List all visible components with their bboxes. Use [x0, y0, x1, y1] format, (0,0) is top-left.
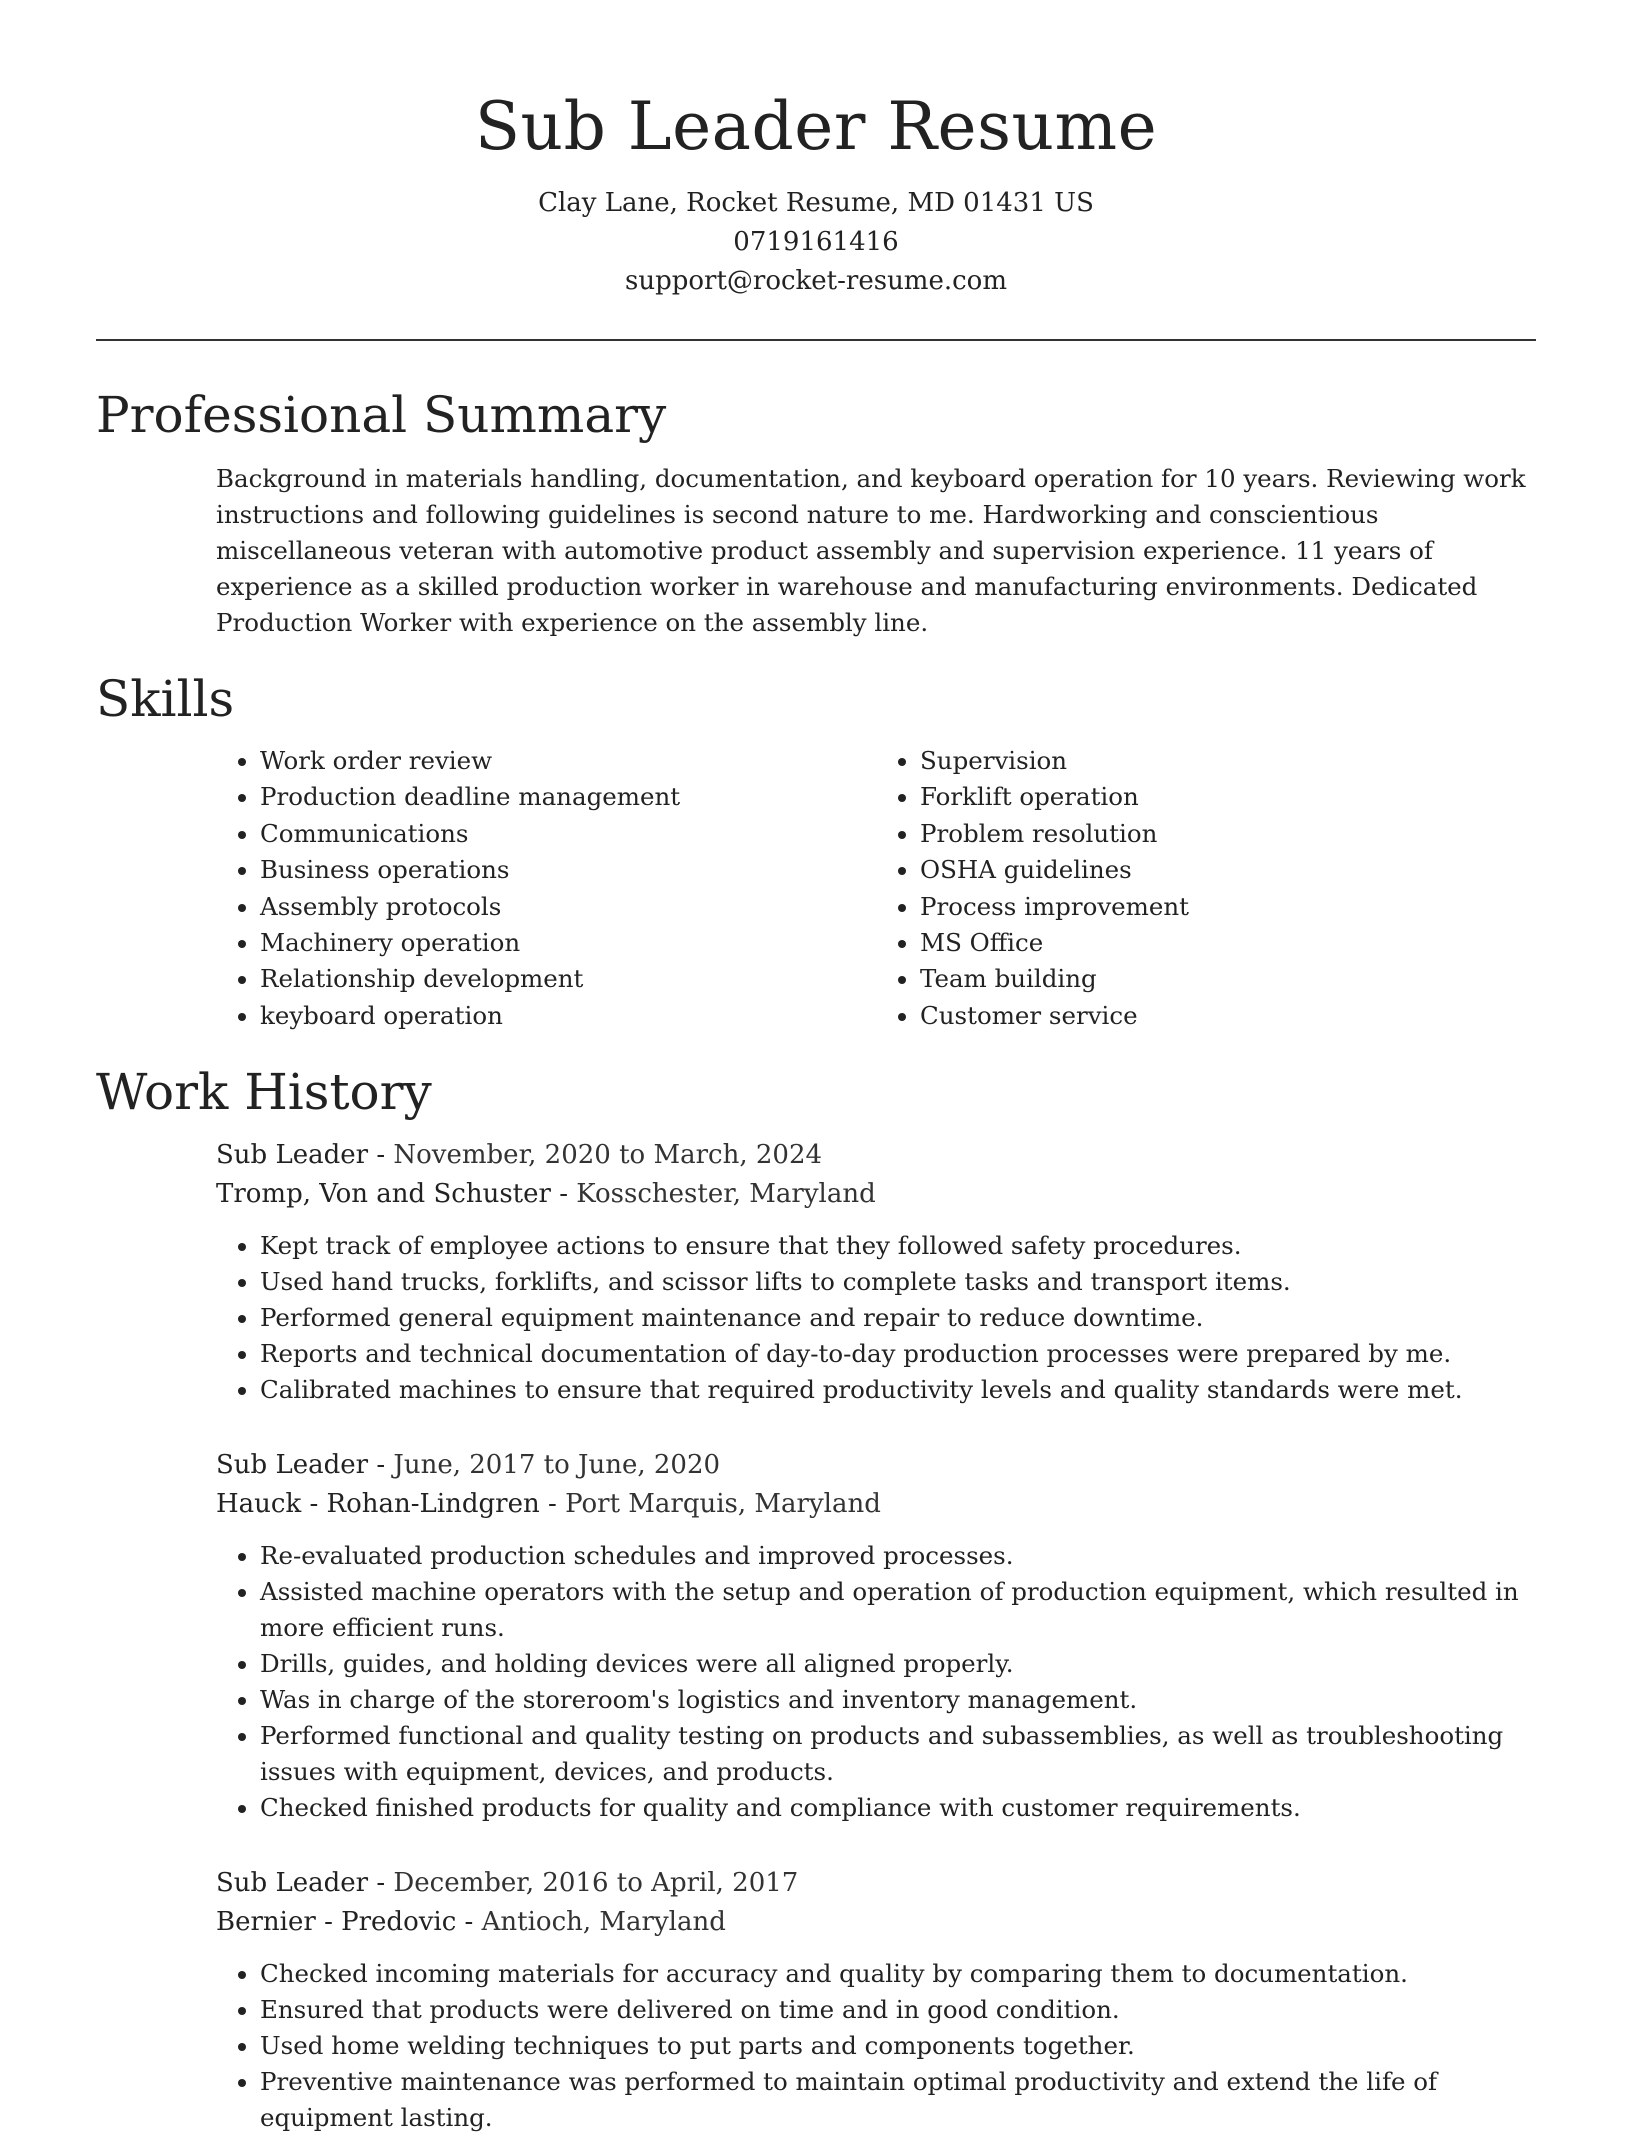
- skills-grid: [216, 743, 1536, 1034]
- job-title-line: [216, 1136, 1536, 1175]
- job-bullet: • Preventive maintenance was performed to maintain optimal productivity and extend the life of equipment lasting.: [260, 2064, 1536, 2136]
- job-bullet: • Drills, guides, and holding devices were all aligned properly.: [260, 1646, 1536, 1682]
- job-bullet: • Calibrated machines to ensure that required productivity levels and quality standards were met.: [260, 1372, 1536, 1408]
- skill-item: • Customer service: [920, 998, 1536, 1034]
- resume-title: Sub Leader Resume: [474, 88, 1158, 165]
- work-history-heading: Work History: [96, 1063, 432, 1122]
- skill-item: • Forklift operation: [920, 779, 1536, 815]
- company-line: [216, 1903, 1536, 1942]
- jobs-list: [216, 1136, 1536, 2136]
- job-title-line: [216, 1446, 1536, 1485]
- job-dates: December, 2016 to April, 2017: [393, 1868, 799, 1899]
- skills-column-left: [216, 743, 876, 1034]
- skills-column-right: [876, 743, 1536, 1034]
- job-role: Sub Leader: [216, 1868, 369, 1899]
- skill-item: • OSHA guidelines: [920, 852, 1536, 888]
- job-bullets: [216, 1228, 1536, 1408]
- skill-item: • Work order review: [260, 743, 876, 779]
- company-line: [216, 1485, 1536, 1524]
- job-dates: June, 2017 to June, 2020: [393, 1450, 721, 1481]
- summary-section: [96, 383, 1536, 641]
- job-company: Hauck - Rohan-Lindgren: [216, 1489, 540, 1520]
- job-location: Port Marquis, Maryland: [565, 1489, 881, 1520]
- job-role: Sub Leader: [216, 1140, 369, 1171]
- skill-item: • Supervision: [920, 743, 1536, 779]
- job-bullet: • Performed functional and quality testing on products and subassemblies, as well as troubleshooting issues with equipment, devices, and products.: [260, 1718, 1536, 1790]
- job-bullet: • Assisted machine operators with the setup and operation of production equipment, which resulted in more efficient runs.: [260, 1574, 1536, 1646]
- job-bullet: • Performed general equipment maintenance and repair to reduce downtime.: [260, 1300, 1536, 1336]
- job-bullet: • Reports and technical documentation of day-to-day production processes were prepared by me.: [260, 1336, 1536, 1372]
- job-dates: November, 2020 to March, 2024: [393, 1140, 823, 1171]
- resume-header: [96, 0, 1536, 301]
- job-separator: -: [368, 1868, 394, 1899]
- contact-address: Clay Lane, Rocket Resume, MD 01431 US: [538, 188, 1094, 218]
- job-entry: [216, 1864, 1536, 2136]
- skills-heading: Skills: [96, 670, 235, 728]
- skill-item: • Machinery operation: [260, 925, 876, 961]
- skill-item: • Business operations: [260, 852, 876, 888]
- contact-block: [96, 184, 1536, 301]
- job-company: Bernier - Predovic: [216, 1907, 457, 1938]
- job-bullet: • Kept track of employee actions to ensure that they followed safety procedures.: [260, 1228, 1536, 1264]
- skill-item: • Problem resolution: [920, 816, 1536, 852]
- summary-text: Background in materials handling, documentation, and keyboard operation for 10 years. Reviewing work instructions and following guidelines is second nature to me. Hardworking and conscientious miscellaneous veteran with automotive product assembly and supervision experience. 11 years of experience as a skilled production worker in warehouse and manufacturing environments. Dedicated Production Worker with experience on the assembly line.: [216, 464, 1526, 637]
- skills-section: [96, 667, 1536, 1034]
- job-separator: -: [550, 1179, 577, 1210]
- job-bullet: • Used hand trucks, forklifts, and scissor lifts to complete tasks and transport items.: [260, 1264, 1536, 1300]
- job-separator: -: [368, 1450, 394, 1481]
- skill-item: • Process improvement: [920, 889, 1536, 925]
- job-bullet: • Checked finished products for quality and compliance with customer requirements.: [260, 1790, 1536, 1826]
- skill-item: • Communications: [260, 816, 876, 852]
- skill-item: • Team building: [920, 961, 1536, 997]
- job-bullet: • Checked incoming materials for accuracy and quality by comparing them to documentation.: [260, 1956, 1536, 1992]
- work-history-section: [96, 1060, 1536, 2136]
- resume-page: [96, 0, 1536, 2136]
- contact-email: support@rocket-resume.com: [624, 266, 1007, 296]
- job-entry: [216, 1446, 1536, 1826]
- job-separator: -: [456, 1907, 482, 1938]
- summary-heading: Professional Summary: [96, 386, 667, 444]
- skill-item: • MS Office: [920, 925, 1536, 961]
- company-line: [216, 1175, 1536, 1214]
- contact-phone: 0719161416: [733, 227, 899, 257]
- skill-item: • keyboard operation: [260, 998, 876, 1034]
- job-entry: [216, 1136, 1536, 1408]
- skill-item: • Production deadline management: [260, 779, 876, 815]
- job-location: Antioch, Maryland: [481, 1907, 726, 1938]
- skill-item: • Assembly protocols: [260, 889, 876, 925]
- skill-item: • Relationship development: [260, 961, 876, 997]
- job-bullet: • Was in charge of the storeroom's logistics and inventory management.: [260, 1682, 1536, 1718]
- job-bullet: • Used home welding techniques to put parts and components together.: [260, 2028, 1536, 2064]
- job-separator: -: [368, 1140, 394, 1171]
- job-bullet: • Re-evaluated production schedules and improved processes.: [260, 1538, 1536, 1574]
- header-divider: [96, 339, 1536, 341]
- job-location: Kosschester, Maryland: [576, 1179, 876, 1210]
- job-company: Tromp, Von and Schuster: [216, 1179, 551, 1210]
- job-title-line: [216, 1864, 1536, 1903]
- job-bullets: [216, 1956, 1536, 2136]
- job-bullet: • Ensured that products were delivered on time and in good condition.: [260, 1992, 1536, 2028]
- job-separator: -: [539, 1489, 566, 1520]
- job-role: Sub Leader: [216, 1450, 369, 1481]
- job-bullets: [216, 1538, 1536, 1826]
